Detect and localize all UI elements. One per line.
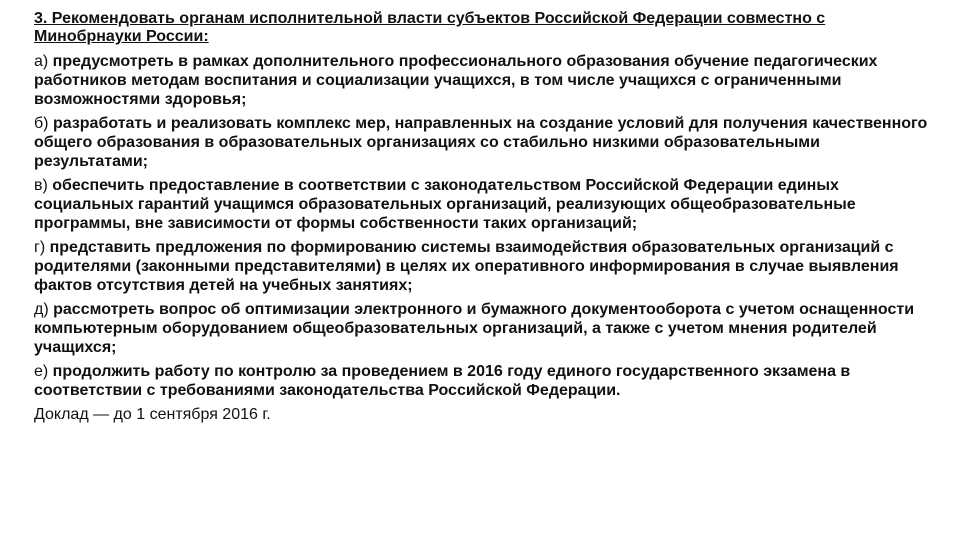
- item-text: предусмотреть в рамках дополнительного профессионального образования обучение педагогических работников методам воспитания и социализации учащихся, в том числе учащихся с ограниченными возможностями здоровья;: [34, 53, 878, 108]
- item-text: продолжить работу по контролю за проведением в 2016 году единого государственного экзамена в соответствии с требованиями законодательства Российской Федерации.: [34, 363, 851, 399]
- list-item-a: [34, 52, 934, 109]
- item-label: д): [34, 301, 49, 318]
- report-deadline: Доклад — до 1 сентября 2016 г.: [34, 406, 271, 423]
- item-label: б): [34, 115, 49, 132]
- list-item-e: [34, 362, 934, 400]
- item-text: обеспечить предоставление в соответствии с законодательством Российской Федерации единых социальных гарантий учащимся образовательных организаций, реализующих общеобразовательные программы, вне зависимости от формы собственности таких организаций;: [34, 177, 856, 232]
- item-text: представить предложения по формированию системы взаимодействия образовательных организаций с родителями (законными представителями) в целях их оперативного информирования в случае выявления фактов отсутствия детей на учебных занятиях;: [34, 239, 899, 294]
- list-item-d: [34, 300, 934, 357]
- item-label: а): [34, 53, 49, 70]
- item-label: в): [34, 177, 48, 194]
- document-slide: [34, 10, 934, 424]
- list-item-v: [34, 176, 934, 233]
- section-heading: 3. Рекомендовать органам исполнительной власти субъектов Российской Федерации совместно с Минобрнауки России:: [34, 10, 826, 45]
- item-text: разработать и реализовать комплекс мер, направленных на создание условий для получения качественного общего образования в образовательных организациях со стабильно низкими образовательными результатами;: [34, 115, 928, 170]
- list-item-b: [34, 114, 934, 171]
- item-label: г): [34, 239, 46, 256]
- item-label: е): [34, 363, 49, 380]
- item-text: рассмотреть вопрос об оптимизации электронного и бумажного документооборота с учетом оснащенности компьютерным оборудованием общеобразовательных организаций, а также с учетом мнения родителей учащихся;: [34, 301, 915, 356]
- list-item-g: [34, 238, 934, 295]
